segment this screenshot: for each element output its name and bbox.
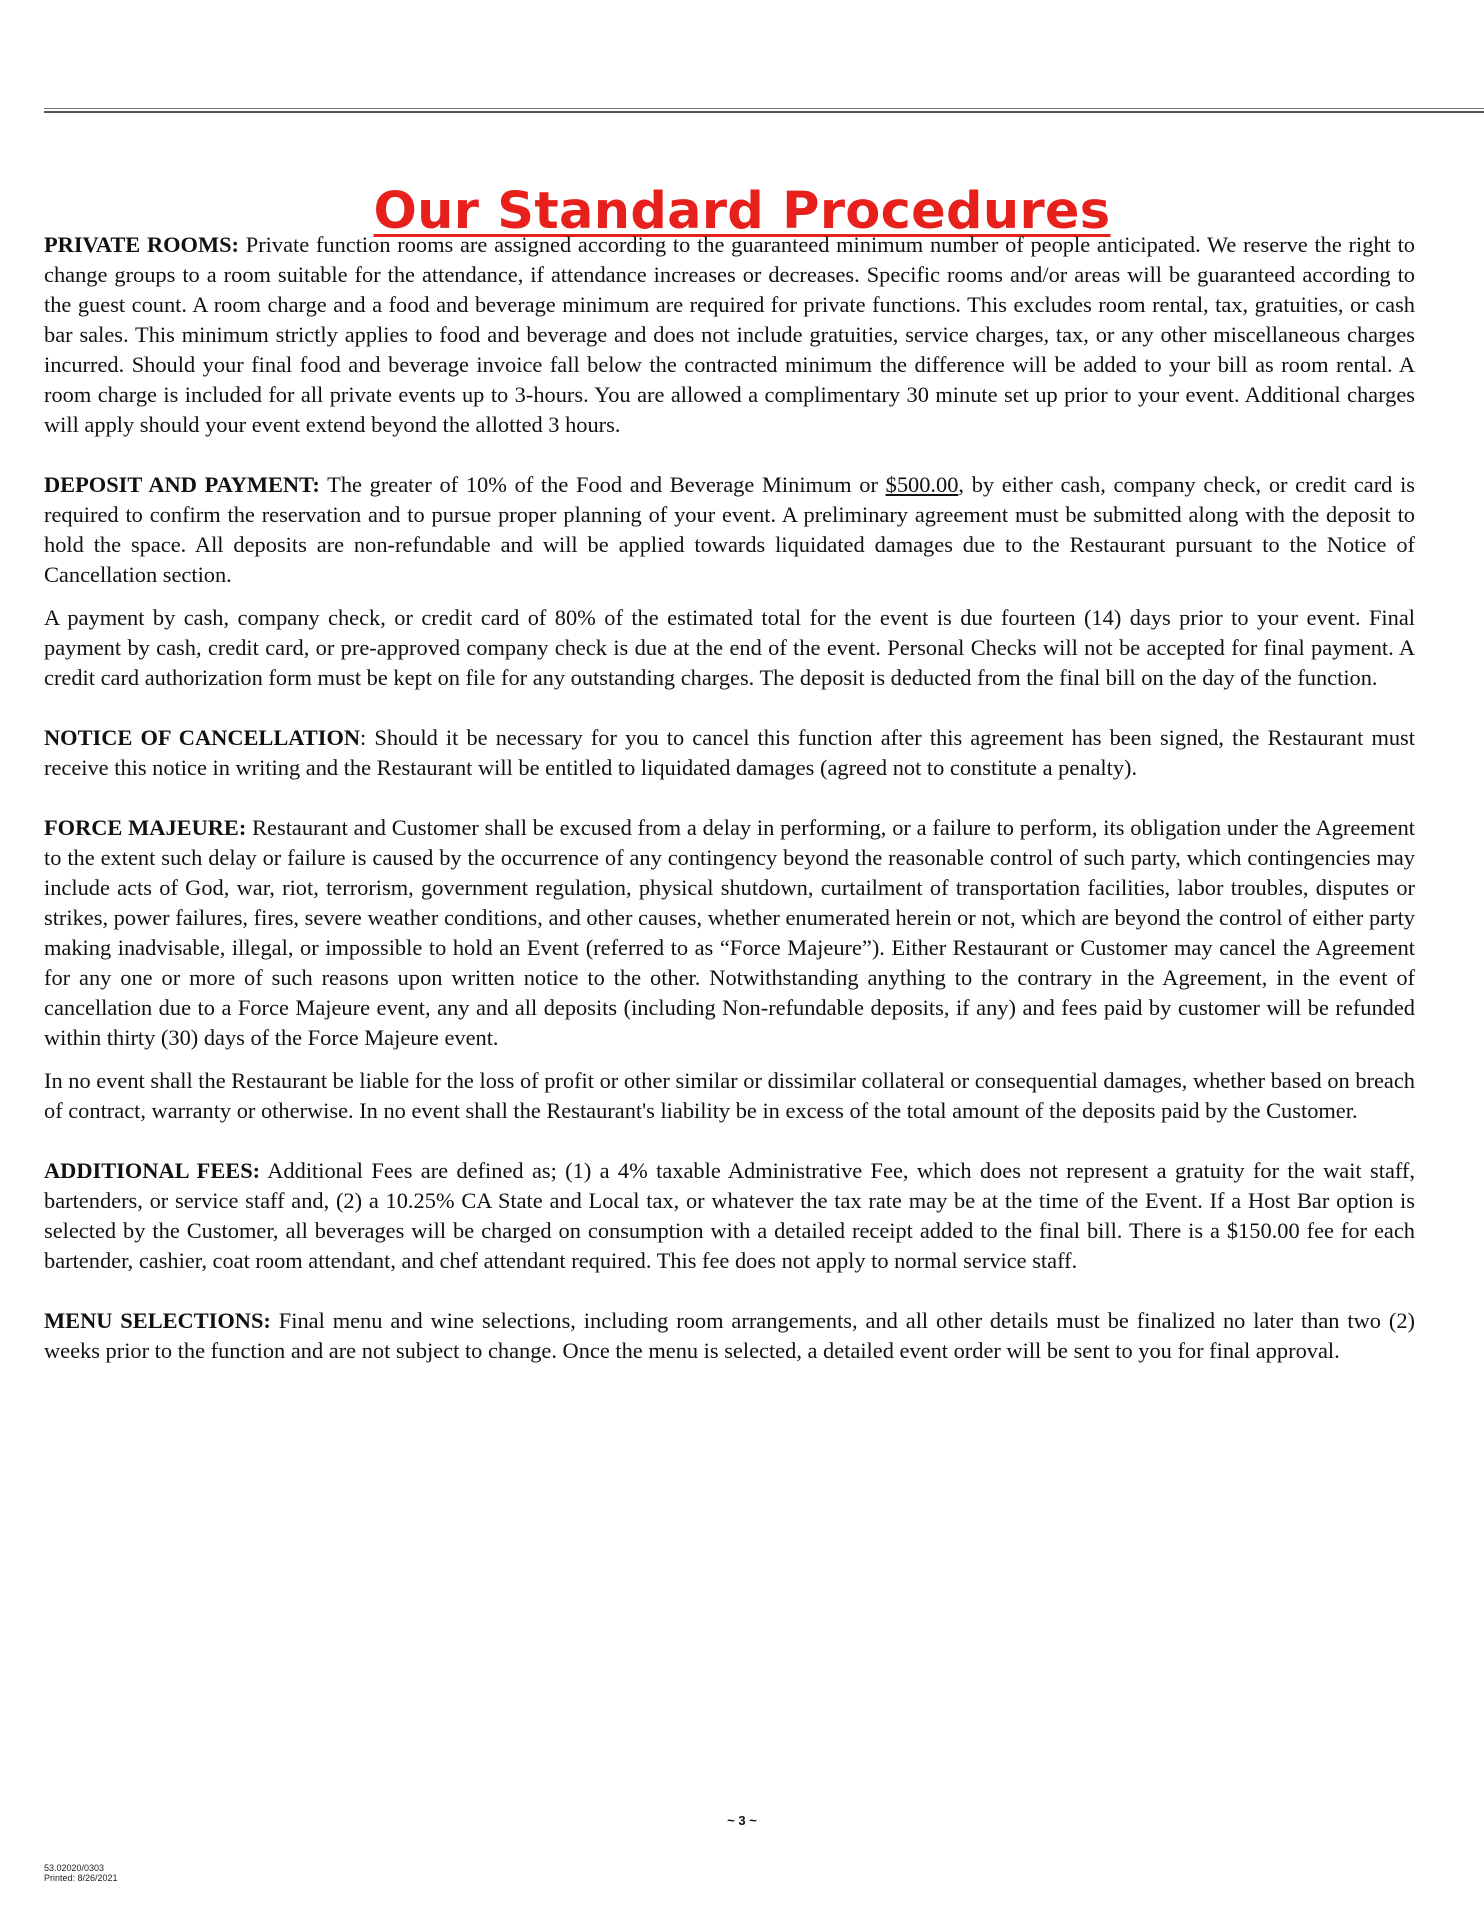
printed-date: Printed: 8/26/2021 [44, 1873, 118, 1883]
deposit-amount: $500.00 [885, 472, 959, 497]
section-body: : Should it be necessary for you to cancel this function after this agreement has been signed, the Restaurant must receive this notice in writing and the Restaurant will be entitled to liquidated damages (agreed not to constitute a penalty). [44, 725, 1415, 780]
section-heading: MENU SELECTIONS: [44, 1308, 271, 1333]
section-heading: PRIVATE ROOMS: [44, 232, 240, 257]
section-heading: DEPOSIT AND PAYMENT: [44, 472, 320, 497]
page-number: ~ 3 ~ [727, 1813, 757, 1828]
section-body: Additional Fees are defined as; (1) a 4% taxable Administrative Fee, which does not represent a gratuity for the wait staff, bartenders, or service staff and, (2) a 10.25% CA State and Local tax, or whatever the tax rate may be at the time of the Event. If a Host Bar option is selected by the Customer, all beverages will be charged on consumption with a detailed receipt added to the final bill. There is a $150.00 fee for each bartender, cashier, coat room attendant, and chef attendant required. This fee does not apply to normal service staff. [44, 1158, 1415, 1273]
section-body: The greater of 10% of the Food and Beverage Minimum or [319, 472, 886, 497]
section-notice-of-cancellation [44, 723, 1415, 783]
section-heading: ADDITIONAL FEES: [44, 1158, 261, 1183]
section-heading: NOTICE OF CANCELLATION [44, 725, 361, 750]
section-body: Final menu and wine selections, including room arrangements, and all other details must be finalized no later than two (2) weeks prior to the function and are not subject to change. Once the menu is selected, a detailed event order will be sent to you for final approval. [44, 1308, 1415, 1363]
section-body: , by either cash, company check, or credit card is required to confirm the reservation and to pursue proper planning of your event. A preliminary agreement must be submitted along with the deposit to hold the space. All deposits are non-refundable and will be applied towards liquidated damages due to the Restaurant pursuant to the Notice of Cancellation section. [44, 472, 1416, 587]
procedures-content [44, 230, 1415, 1366]
section-body: Restaurant and Customer shall be excused from a delay in performing, or a failure to perform, its obligation under the Agreement to the extent such delay or failure is caused by the occurrence of any contingency beyond the reasonable control of such party, which contingencies may include acts of God, war, riot, terrorism, government regulation, physical shutdown, curtailment of transportation facilities, labor troubles, disputes or strikes, power failures, fires, severe weather conditions, and other causes, whether enumerated herein or not, which are beyond the control of either party making inadvisable, illegal, or impossible to hold an Event (referred to as “Force Majeure”). Either Restaurant or Customer may cancel the Agreement for any one or more of such reasons upon written notice to the other. Notwithstanding anything to the contrary in the Agreement, in the event of cancellation due to a Force Majeure event, any and all deposits (including Non-refundable deposits, if any) and fees paid by customer will be refunded within thirty (30) days of the Force Majeure event. [44, 815, 1415, 1050]
section-force-majeure [44, 813, 1415, 1053]
doc-code: 53.02020/0303 [44, 1863, 105, 1873]
section-private-rooms [44, 230, 1415, 440]
section-body: Private function rooms are assigned according to the guaranteed minimum number of people anticipated. We reserve the right to change groups to a room suitable for the attendance, if attendance increases or decreases. Specific rooms and/or areas will be guaranteed according to the guest count. A room charge and a food and beverage minimum are required for private functions. This excludes room rental, tax, gratuities, or cash bar sales. This minimum strictly applies to food and beverage and does not include gratuities, service charges, tax, or any other miscellaneous charges incurred. Should your final food and beverage invoice fall below the contracted minimum the difference will be added to your bill as room rental. A room charge is included for all private events up to 3-hours. You are allowed a complimentary 30 minute set up prior to your event. Additional charges will apply should your event extend beyond the allotted 3 hours. [44, 232, 1415, 437]
page-title: Our Standard Procedures [373, 182, 1111, 242]
section-heading: FORCE MAJEURE: [44, 815, 247, 840]
section-menu-selections [44, 1306, 1415, 1366]
section-additional-fees [44, 1156, 1415, 1276]
header-rule [44, 108, 1484, 113]
section-deposit-payment [44, 470, 1415, 590]
section-force-majeure-para2: In no event shall the Restaurant be liable for the loss of profit or other similar or dissimilar collateral or consequential damages, whether based on breach of contract, warranty or otherwise. In no event shall the Restaurant's liability be in excess of the total amount of the deposits paid by the Customer. [44, 1068, 1415, 1123]
print-info [44, 1863, 118, 1883]
section-deposit-payment-para2: A payment by cash, company check, or credit card of 80% of the estimated total for the event is due fourteen (14) days prior to your event. Final payment by cash, credit card, or pre-approved company check is due at the end of the event. Personal Checks will not be accepted for final payment. A credit card authorization form must be kept on file for any outstanding charges. The deposit is deducted from the final bill on the day of the function. [44, 605, 1415, 690]
